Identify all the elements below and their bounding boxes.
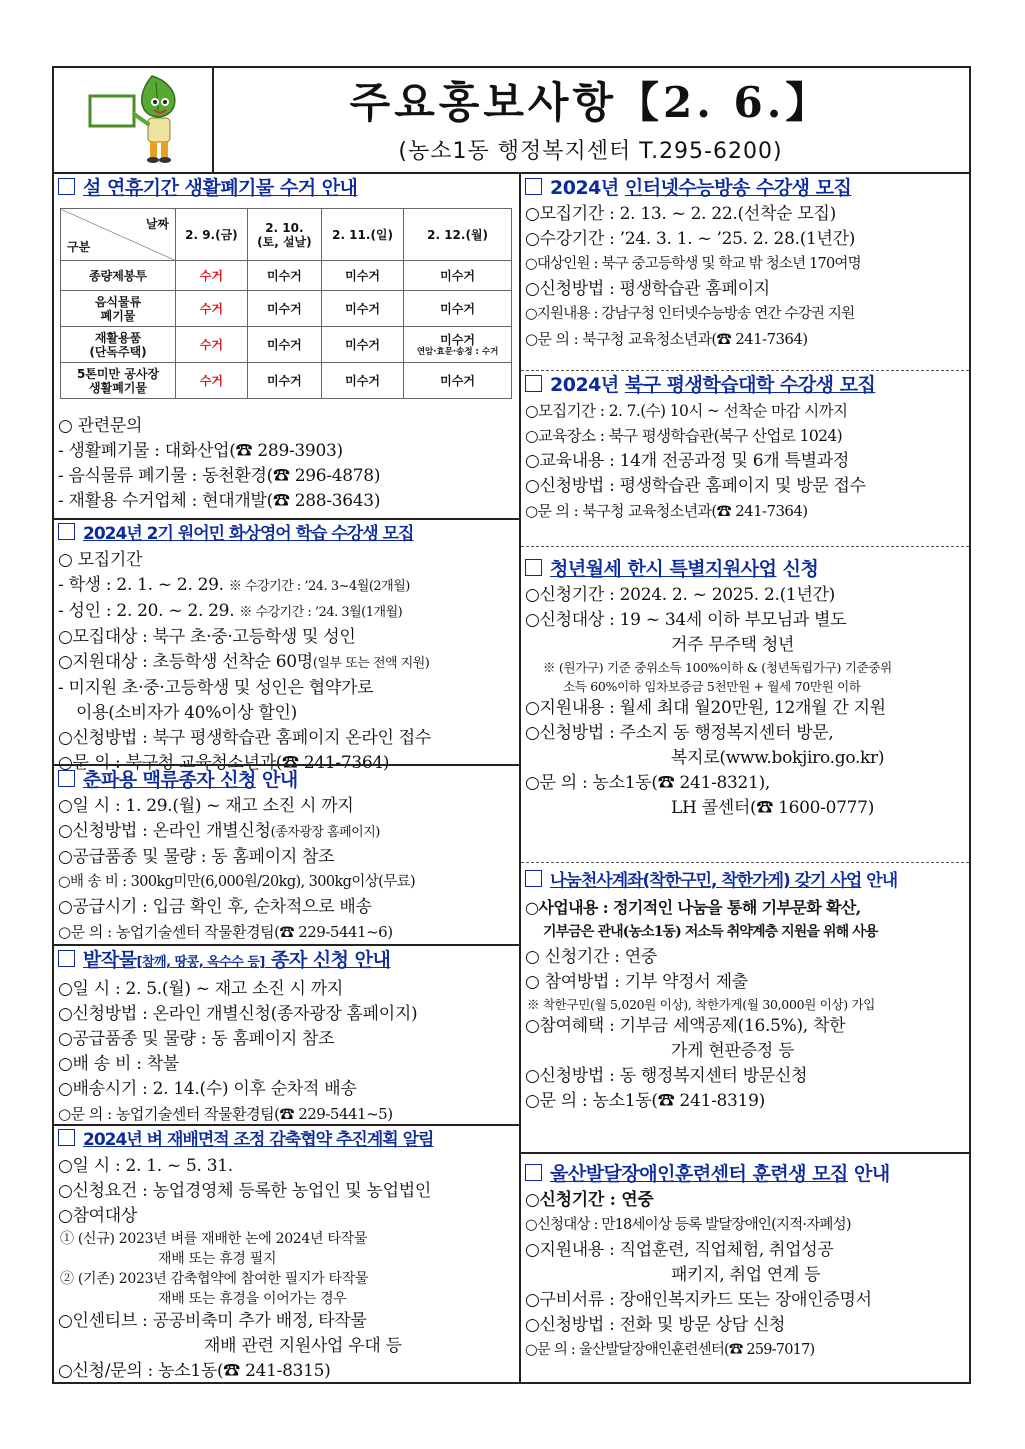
section-title: 나눔천사계좌(착한구민, 착한가게) 갖기 사업 안내 (521, 867, 969, 895)
section-title: 청년월세 한시 특별지원사업 신청 (521, 555, 969, 583)
collection-schedule-table (60, 208, 512, 399)
section-title: 2024년 2기 원어민 화상영어 학습 수강생 모집 (54, 520, 519, 548)
header (54, 68, 969, 174)
section-disability-training: 울산발달장애인훈련센터 훈련생 모집 안내 ○신청기간 : 연중 ○신청대상 : 만18세이상 등록 발달장애인(지적·자폐성) ○지원내용 : 직업훈련, 직업체험, 취업성공 패키지, 취업 연계 등 ○구비서류 : 장애인복지카드 또는 장애인증명서 ○신청방법 : 전화 및 방문 상담 신청 ○문 의 : 울산발달장애인훈련센터(☎ 259-7017) (521, 1152, 969, 1390)
section-internet-lecture: 2024년 인터넷수능방송 수강생 모집 ○모집기간 : 2. 13. ~ 2. 22.(선착순 모집) ○수강기간 : ’24. 3. 1. ~ ’25. 2. 28.(1년간) ○대상인원 : 북구 중고등학생 및 학교 밖 청소년 170여명 ○신청방법 : 평생학습관 홈페이지 ○지원내용 : 강남구청 인터넷수능방송 연간 수강권 지원 ○문 의 : 북구청 교육청소년과(☎ 241-7364) (521, 174, 969, 370)
table-row: 음식물류 폐기물 수거 미수거 미수거 미수거 (61, 291, 512, 327)
section-title: 2024년 북구 평생학습대학 수강생 모집 (521, 371, 969, 399)
table-corner-header: 날짜 구분 (61, 209, 176, 261)
section-waste-collection (54, 174, 519, 518)
section-rice-reduction: 2024년 벼 재배면적 조정 감축협약 추진계획 알림 ○일 시 : 2. 1. ~ 5. 31. ○신청요건 : 농업경영체 등록한 농업인 및 농업법인 ○참여대상 ① (신규) 2023년 벼를 재배한 논에 2024년 타작물 재배 또는 휴경 필지 ② (기존) 2023년 감축협약에 참여한 필지가 타작물 재배 또는 휴경을 이어가는 경우 ○인센티브 : 공공비축미 추가 배정, 타작물 재배 관련 지원사업 우대 등 ○신청/문의 : 농소1동(☎ 241-8315) (54, 1124, 519, 1384)
section-title: 2024년 인터넷수능방송 수강생 모집 (521, 174, 969, 202)
section-field-seed: 밭작물[참깨, 땅콩, 옥수수 등] 종자 신청 안내 ○일 시 : 2. 5.(월) ~ 재고 소진 시 까지 ○신청방법 : 온라인 개별신청(종자광장 홈페이지) ○공급품종 및 물량 : 동 홈페이지 참조 ○배 송 비 : 착불 ○배송시기 : 2. 14.(수) 이후 순차적 배송 ○문 의 : 농업기술센터 작물환경팀(☎ 229-5441~5) (54, 944, 519, 1126)
section-youth-rent: 청년월세 한시 특별지원사업 신청 ○신청기간 : 2024. 2. ~ 2025. 2.(1년간) ○신청대상 : 19 ~ 34세 이하 부모님과 별도 거주 무주택 청년 ※ (원가구) 기준 중위소득 100%이하 & (청년독립가구) 기준중위 소득 60%이하 임차보증금 5천만원 + 월세 70만원 이하 ○지원내용 : 월세 최대 월20만원, 12개월 간 지원 ○신청방법 : 주소지 동 행정복지센터 방문, 복지로(www.bokjiro.go.kr) ○문 의 : 농소1동(☎ 241-8321), LH 콜센터(☎ 1600-0777) (521, 546, 969, 871)
section-title: 2024년 벼 재배면적 조정 감축협약 추진계획 알림 (54, 1126, 519, 1154)
col-header: 2. 12.(월) (404, 209, 512, 261)
table-row: 종량제봉투 수거 미수거 미수거 미수거 (61, 261, 512, 291)
section-english-class: 2024년 2기 원어민 화상영어 학습 수강생 모집 ○ 모집기간 - 학생 : 2. 1. ~ 2. 29. ※ 수강기간 : ’24. 3~4월(2개월) - 성인 : 2. 20. ~ 2. 29. ※ 수강기간 : ’24. 3월(1개월) ○모집대상 : 북구 초·중·고등학생 및 성인 ○지원대상 : 초등학생 선착순 60명(일부 또는 전액 지원) - 미지원 초·중·고등학생 및 성인은 협약가로 이용(소비자가 40%이상 할인) ○신청방법 : 북구 평생학습관 홈페이지 온라인 접수 ○문 의 : 북구청 교육청소년과(☎ 241-7364) (54, 518, 519, 766)
section-barley-seed: 춘파용 맥류종자 신청 안내 ○일 시 : 1. 29.(월) ~ 재고 소진 시 까지 ○신청방법 : 온라인 개별신청(종자광장 홈페이지) ○공급품종 및 물량 : 동 홈페이지 참조 ○배 송 비 : 300kg미만(6,000원/20kg), 300kg이상(무료) ○공급시기 : 입금 확인 후, 순차적으로 배송 ○문 의 : 농업기술센터 작물환경팀(☎ 229-5441~6) (54, 764, 519, 946)
leaf-mascot-icon (54, 68, 212, 172)
checkbox-square-icon (58, 178, 75, 195)
section-donation-account: 나눔천사계좌(착한구민, 착한가게) 갖기 사업 안내 ○사업내용 : 정기적인 나눔을 통해 기부문화 확산, 기부금은 관내(농소1동) 저소득 취약계층 지원을 위해 사용 ○ 신청기간 : 연중 ○ 참여방법 : 기부 약정서 제출 ※ 착한구민(월 5,020원 이상), 착한가게(월 30,000원 이상) 가입 ○참여혜택 : 기부금 세액공제(16.5%), 착한 가게 현판증정 등 ○신청방법 : 동 행정복지센터 방문신청 ○문 의 : 농소1동(☎ 241-8319) (521, 862, 969, 1157)
left-column (54, 174, 521, 1382)
section-title: 울산발달장애인훈련센터 훈련생 모집 안내 (521, 1160, 969, 1188)
right-column (521, 174, 969, 1382)
col-header: 2. 9.(금) (176, 209, 248, 261)
section-lifelong-college: 2024년 북구 평생학습대학 수강생 모집 ○모집기간 : 2. 7.(수) 10시 ~ 선착순 마감 시까지 ○교육장소 : 북구 평생학습관(북구 산업로 1024) ○교육내용 : 14개 전공과정 및 6개 특별과정 ○신청방법 : 평생학습관 홈페이지 및 방문 접수 ○문 의 : 북구청 교육청소년과(☎ 241-7364) (521, 370, 969, 547)
contact-lines: ○ 관련문의 - 생활폐기물 : 대화산업(☎ 289-3903) - 음식물류 폐기물 : 동천환경(☎ 296-4878) - 재활용 수거업체 : 현대개발(☎ 288-3643) (58, 416, 381, 511)
table-row: 재활용품 (단독주택) 수거 미수거 미수거 미수거 연암·효문·송정 : 수거 (61, 327, 512, 363)
table-row: 5톤미만 공사장 생활폐기물 수거 미수거 미수거 미수거 (61, 363, 512, 399)
page-subtitle: (농소1동 행정복지센터 T.295-6200) (398, 139, 783, 164)
col-header: 2. 10. (토, 설날) (247, 209, 321, 261)
bulletin-frame (52, 66, 971, 1384)
mascot-logo (54, 68, 214, 172)
page-title: 주요홍보사항【2. 6.】 (349, 78, 832, 127)
section-title: 춘파용 맥류종자 신청 안내 (54, 766, 519, 794)
col-header: 2. 11.(일) (321, 209, 403, 261)
section-title: 설 연휴기간 생활폐기물 수거 안내 (54, 174, 519, 202)
section-title: 밭작물[참깨, 땅콩, 옥수수 등] 종자 신청 안내 (54, 946, 519, 977)
